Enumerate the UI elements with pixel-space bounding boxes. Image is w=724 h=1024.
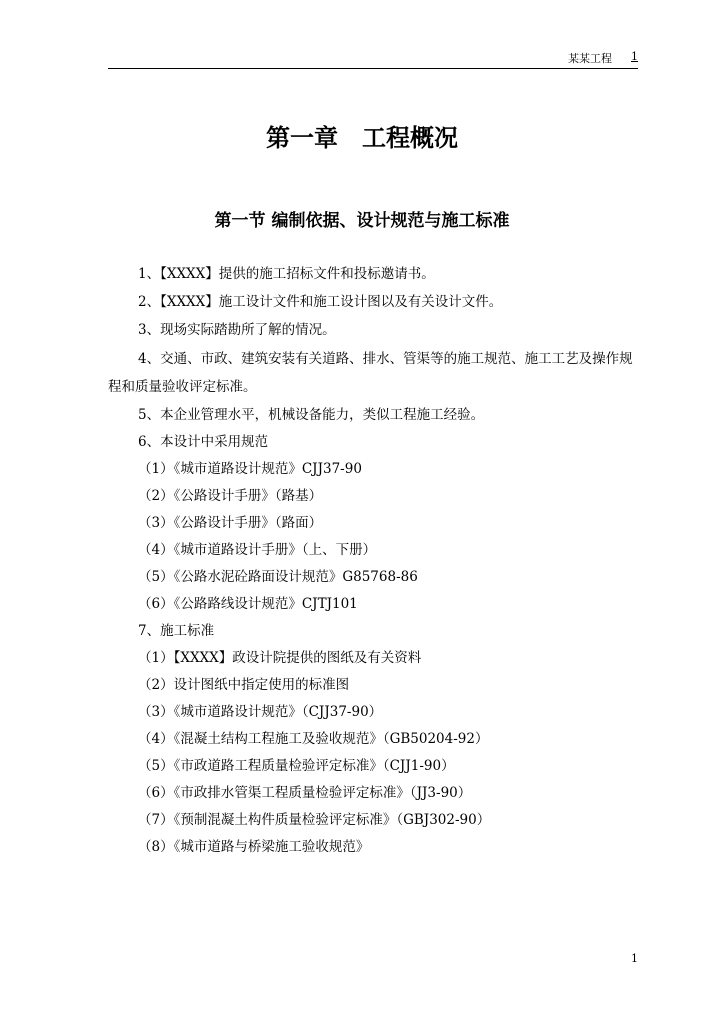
footer-page-number: 1 xyxy=(631,952,638,965)
list-item: （2）《公路设计手册》（路基） xyxy=(138,488,323,504)
list-item: （4）《城市道路设计手册》（上、下册） xyxy=(138,542,377,558)
list-item: （5）《公路水泥砼路面设计规范》G85768-86 xyxy=(138,569,418,585)
list-item: 1、【XXXX】提供的施工招标文件和投标邀请书。 xyxy=(138,266,435,282)
list-item-continuation: 程和质量验收评定标准。 xyxy=(108,379,257,395)
list-item: （6）《市政排水管渠工程质量检验评定标准》（JJ3-90） xyxy=(138,785,472,801)
list-item: 5、本企业管理水平，机械设备能力，类似工程施工经验。 xyxy=(138,407,485,423)
list-item: 4、交通、市政、建筑安装有关道路、排水、管渠等的施工规范、施工工艺及操作规 xyxy=(138,351,633,367)
list-item: 6、本设计中采用规范 xyxy=(138,434,269,450)
list-item: （2）设计图纸中指定使用的标准图 xyxy=(138,677,350,693)
list-item: 7、施工标准 xyxy=(138,623,215,639)
list-item: （3）《公路设计手册》（路面） xyxy=(138,515,323,531)
list-item: （7）《预制混凝土构件质量检验评定标准》（GBJ302-90） xyxy=(138,812,491,828)
list-item: （3）《城市道路设计规范》（CJJ37-90） xyxy=(138,704,383,720)
list-item: （5）《市政道路工程质量检验评定标准》（CJJ1-90） xyxy=(138,758,455,774)
page-header xyxy=(108,48,638,69)
list-item: （6）《公路路线设计规范》CJTJ101 xyxy=(138,596,358,612)
list-item: （8）《城市道路与桥梁施工验收规范》 xyxy=(138,839,370,855)
list-item: 2、【XXXX】施工设计文件和施工设计图以及有关设计文件。 xyxy=(138,294,503,310)
chapter-title: 第一章 工程概况 xyxy=(266,124,458,152)
list-item: 3、现场实际踏勘所了解的情况。 xyxy=(138,322,336,338)
list-item: （1）《城市道路设计规范》CJJ37-90 xyxy=(138,461,362,477)
list-item: （4）《混凝土结构工程施工及验收规范》（GB50204-92） xyxy=(138,731,489,747)
section-title: 第一节 编制依据、设计规范与施工标准 xyxy=(214,211,510,231)
header-title: 某某工程 xyxy=(568,52,612,65)
header-page-number: 1 xyxy=(631,50,638,63)
list-item: （1）【XXXX】政设计院提供的图纸及有关资料 xyxy=(138,650,422,666)
